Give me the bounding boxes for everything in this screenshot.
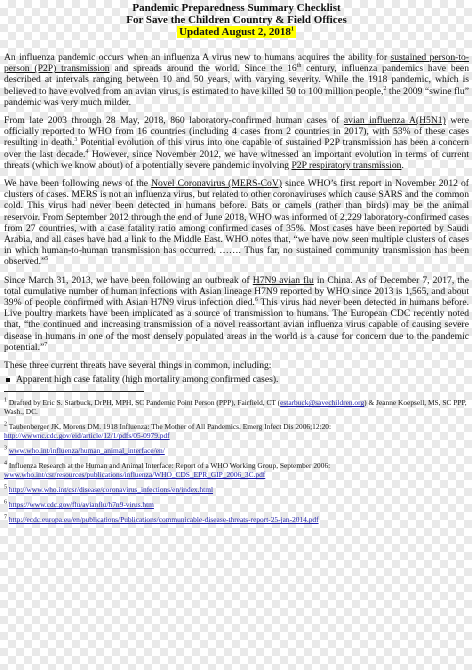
footnote-ref: 1 xyxy=(4,398,7,405)
paragraph-common-threats xyxy=(4,360,469,371)
footnote-ref: 4 xyxy=(85,148,89,155)
footnote-ref: 5 xyxy=(45,256,49,263)
text-run: ) & Jeanne Koepsell, MS, SC PPP, Wash., DC. xyxy=(4,398,467,417)
footnote-7 xyxy=(4,515,469,524)
text-run: We have been following news of the xyxy=(4,178,152,190)
paragraph-h5n1 xyxy=(4,115,469,171)
text-run: Drafted by Eric S. Starbuck, DrPH, MPH, SC Pandemic Point Person (PPP), Fairfield, CT ( xyxy=(7,398,281,408)
footnote-ref: 5 xyxy=(4,485,7,492)
footnote-link[interactable]: http://ecdc.europa.eu/en/publications/Publications/communicable-disease-threats-report-25-jan-2014.pdf xyxy=(8,515,319,525)
updated-line xyxy=(4,26,469,38)
footnote-ref: 2 xyxy=(383,85,387,92)
bullet-icon xyxy=(6,378,10,382)
document-subtitle: For Save the Children Country & Field Offices xyxy=(126,14,347,26)
footnote-link[interactable]: http://www.who.int/csr/disease/coronavirus_infections/en/index.html xyxy=(8,485,214,495)
text-run: Taubenberger JK, Morens DM. 1918 Influenza: The Mother of All Pandemics. Emerg Infect Dis 2006;12:20: xyxy=(7,422,332,432)
footnote-1 xyxy=(4,398,469,416)
footnote-ref: 3 xyxy=(4,446,7,453)
footnote-link[interactable]: http://wwwnc.cdc.gov/eid/article/12/1/pdfs/05-0979.pdf xyxy=(4,431,170,441)
underlined-term: Novel Coronavirus (MERS-CoV) xyxy=(151,178,282,190)
footnotes-section xyxy=(4,398,469,524)
underlined-term: avian influenza A(H5N1) xyxy=(343,115,446,127)
footnote-link[interactable]: www.who.int/influenza/human_animal_interface/en/ xyxy=(8,446,165,456)
footnote-4 xyxy=(4,461,469,479)
footnote-ref: 7 xyxy=(4,515,7,522)
footnote-5 xyxy=(4,485,469,494)
text-run: Since March 31, 2013, we have been following an outbreak of xyxy=(4,274,253,286)
text-run: the 2009 “swine flu” pandemic was very much milder. xyxy=(4,85,469,108)
text-run: century, influenza pandemics have been described at intervals ranging between 10 and 50 years, with varying severity. While the 1918 pandemic, which is believed to have evolved from an avian virus, is estimated to have killed 50 to 100 million people, xyxy=(4,63,469,97)
text-run: These three current threats have several things in common, including: xyxy=(4,360,272,372)
footnote-link[interactable]: https://www.cdc.gov/flu/avianflu/h7n9-virus.htm xyxy=(8,500,154,510)
text-run: and spreads around the world. Since the 16 xyxy=(109,63,297,75)
underlined-term: H7N9 avian flu xyxy=(252,274,314,286)
text-run: Potential evolution of this virus into one capable of sustained P2P transmission has been a concern over the last decade. xyxy=(4,137,469,160)
footnote-ref: 3 xyxy=(74,137,78,144)
text-run: Influenza Research at the Human and Animal Interface: Report of a WHO Working Group, September 2006: xyxy=(7,461,331,471)
text-run: were officially reported to WHO from 16 countries (including 4 cases from 2 countries in 2017), with 53% of these cases resulting in death. xyxy=(4,115,469,149)
bullet-text: Apparent high case fatality (high mortality among confirmed cases). xyxy=(16,374,279,386)
document-page xyxy=(4,0,469,670)
footnote-ref: 7 xyxy=(44,341,48,348)
document-header xyxy=(4,2,469,38)
footnote-ref: 6 xyxy=(254,296,258,303)
underlined-term: P2P respiratory transmission xyxy=(291,159,402,171)
footnote-divider xyxy=(4,391,144,392)
text-run: However, since November 2012, we have witnessed an important evolution in terms of current threats (which we know about) of a potentially severe pandemic involving xyxy=(4,148,469,171)
footnote-ref: 4 xyxy=(4,461,7,468)
body-section xyxy=(4,52,469,371)
paragraph-mers xyxy=(4,178,469,268)
text-run: From late 2003 through 28 May, 2018, 860 laboratory-confirmed human cases of xyxy=(4,115,344,127)
footnote-3 xyxy=(4,446,469,455)
paragraph-pandemic-intro xyxy=(4,52,469,108)
footnote-6 xyxy=(4,500,469,509)
footnote-ref: th xyxy=(296,63,302,70)
updated-date: Updated August 2, 2018 xyxy=(179,26,291,38)
text-run: An influenza pandemic occurs when an influenza A virus new to humans acquires the ability for xyxy=(4,52,391,63)
bullet-item xyxy=(4,374,469,385)
document-title: Pandemic Preparedness Summary Checklist xyxy=(132,2,341,14)
footnote-2 xyxy=(4,422,469,440)
text-run: in China. As of December 7, 2017, the total cumulative number of human infections with Asian lineage H7N9 reported by WHO since 2013 is 1,565, and about 39% of people confirmed with Asian H7N9 virus infection died. xyxy=(4,274,469,309)
footnote-link[interactable]: estarbuck@savechildren.org xyxy=(280,398,365,408)
footnote-ref: 1 xyxy=(290,26,294,33)
underlined-term: sustained person-to-person (P2P) transmission xyxy=(4,52,469,75)
paragraph-h7n9 xyxy=(4,275,469,353)
footnote-link[interactable]: www.who.int/csr/resources/publications/influenza/WHO_CDS_EPR_GIP_2006_3C.pdf xyxy=(4,470,266,480)
text-run: since WHO’s first report in November 2012 of clusters of cases. MERS is not an influenza virus, but related to other coronaviruses which cause SARS and the common cold. This virus had never been detected in humans before. Bats or camels (rather than birds) may be the animal reservoir. From September 2012 through the end of June 2018, WHO was informed of 2,229 laboratory-confirmed cases from 27 countries, with a case fatality ratio among confirmed cases of 35%. Most cases have been reported by Saudi Arabia, and all cases have had a link to the Middle East. WHO notes that, “we have now seen multiple clusters of cases in which human-to-human transmission has occurred. ……. Thus far, no sustained community transmission has been observed.” xyxy=(4,178,469,268)
footnote-ref: 6 xyxy=(4,500,7,507)
footnote-ref: 2 xyxy=(4,422,7,429)
text-run: This virus had never been detected in humans before. Live poultry markets have been implicated as a source of transmission to humans. The European CDC recently noted that, “the continued and increasing transmission of a novel reassortant avian influenza virus capable of causing severe disease in humans in one of the most densely populated areas in the world is a cause for concern due to the pandemic potential.” xyxy=(4,297,469,353)
updated-highlight xyxy=(177,26,296,38)
text-run: . xyxy=(401,159,404,171)
